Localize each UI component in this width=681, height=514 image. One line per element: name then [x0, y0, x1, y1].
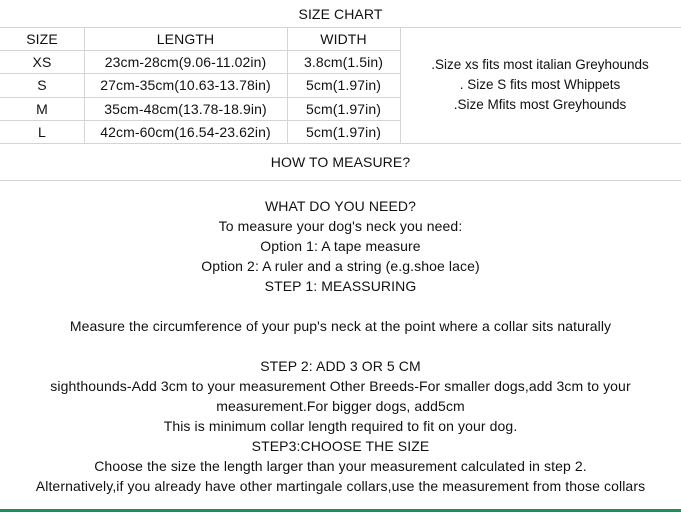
instruction-line: measurement.For bigger dogs, add5cm: [216, 398, 465, 414]
column-header-size: SIZE: [26, 30, 58, 47]
page-title: SIZE CHART: [298, 5, 383, 22]
size-note-m: .Size Mfits most Greyhounds: [453, 97, 627, 112]
step-3-heading: STEP3:CHOOSE THE SIZE: [251, 438, 430, 454]
size-note-s: . Size S fits most Whippets: [459, 77, 621, 92]
instruction-line: To measure your dog's neck you need:: [218, 218, 463, 234]
accent-bar: [0, 509, 681, 512]
table-cell-size: M: [36, 100, 48, 117]
instruction-line: Choose the size the length larger than your measurement calculated in step 2.: [94, 458, 587, 474]
table-cell-width: 5cm(1.97in): [305, 100, 382, 117]
what-do-you-need-heading: WHAT DO YOU NEED?: [264, 198, 417, 214]
size-note-xs: .Size xs fits most italian Greyhounds: [431, 57, 649, 72]
instruction-line: Option 2: A ruler and a string (e.g.shoe lace): [201, 258, 480, 274]
column-header-width: WIDTH: [320, 30, 367, 47]
column-header-length: LENGTH: [156, 30, 215, 47]
instruction-line: Measure the circumference of your pup's neck at the point where a collar sits naturally: [69, 318, 612, 334]
instruction-line: Option 1: A tape measure: [260, 238, 421, 254]
table-cell-width: 5cm(1.97in): [305, 123, 382, 140]
table-cell-length: 35cm-48cm(13.78-18.9in): [104, 100, 267, 117]
how-to-measure-heading: HOW TO MEASURE?: [270, 153, 411, 170]
table-cell-size: S: [37, 77, 47, 93]
step-2-heading: STEP 2: ADD 3 OR 5 CM: [260, 358, 421, 374]
table-cell-size: L: [38, 123, 46, 140]
instruction-line: sighthounds-Add 3cm to your measurement Other Breeds-For smaller dogs,add 3cm to your: [50, 378, 631, 394]
table-cell-length: 42cm-60cm(16.54-23.62in): [100, 123, 271, 140]
table-cell-width: 5cm(1.97in): [305, 77, 382, 93]
table-cell-length: 27cm-35cm(10.63-13.78in): [100, 77, 271, 93]
table-cell-width: 3.8cm(1.5in): [303, 53, 383, 70]
grid-line-measure-bottom: [0, 180, 681, 181]
instruction-line: This is minimum collar length required to fit on your dog.: [163, 418, 518, 434]
table-cell-length: 23cm-28cm(9.06-11.02in): [104, 53, 267, 70]
instruction-line: Alternatively,if you already have other martingale collars,use the measurement from those collars: [35, 478, 646, 494]
table-cell-size: XS: [32, 53, 52, 70]
step-1-heading: STEP 1: MEASSURING: [264, 278, 417, 294]
